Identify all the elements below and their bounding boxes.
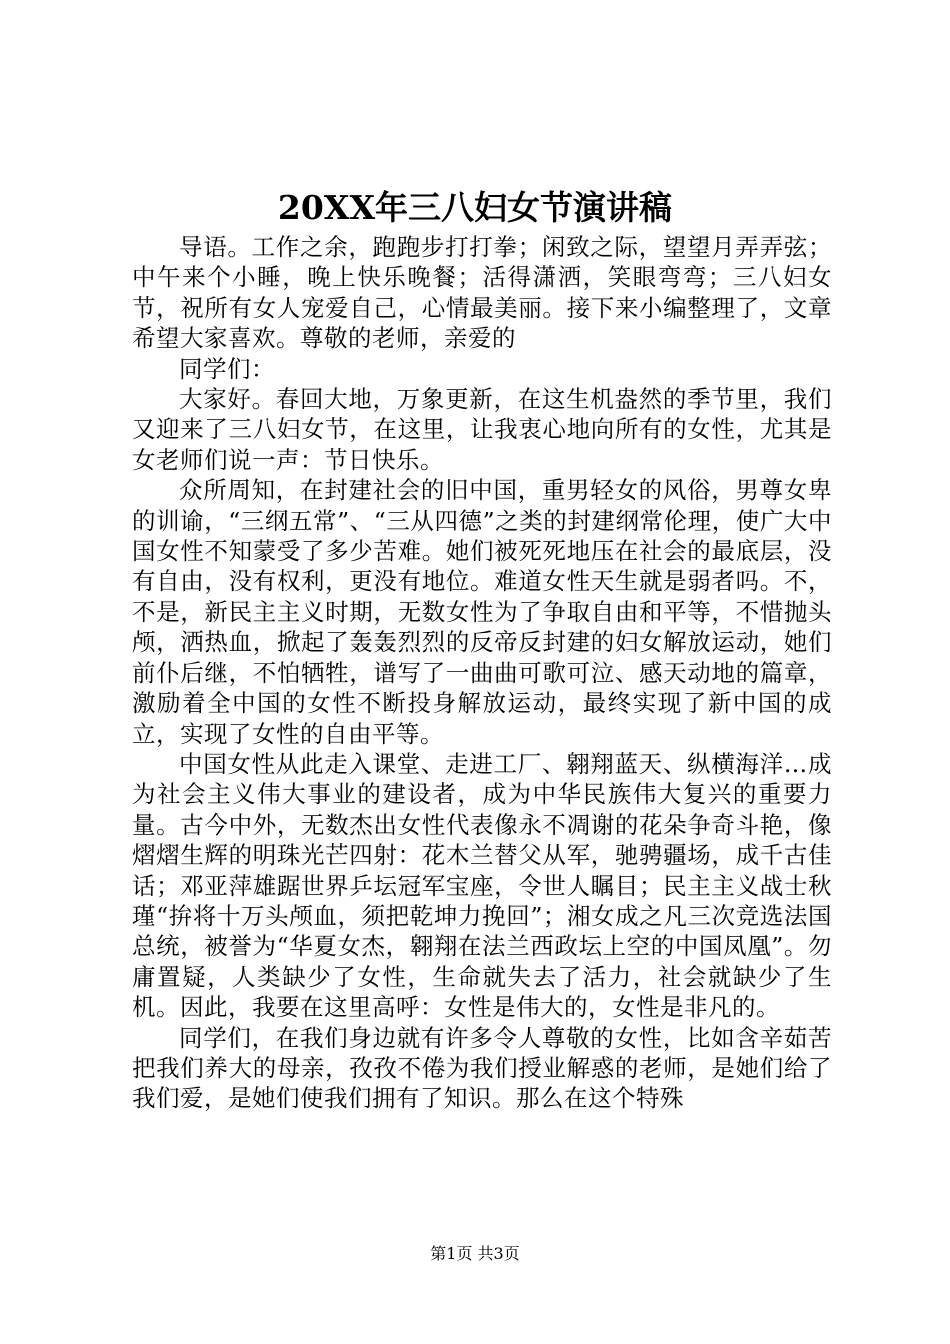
page-number-footer: 第1页 共3页: [430, 1244, 520, 1263]
document-title: 20XX年三八妇女节演讲稿: [277, 188, 673, 227]
paragraph: 导语。工作之余，跑跑步打打拳；闲致之际，望望月弄弄弦；中午来个小睡，晚上快乐晚餐；活得潇洒，笑眼弯弯；三八妇女节，祝所有女人宠爱自己，心情最美丽。接下来小编整理了，文章希望大家喜欢。尊敬的老师，亲爱的: [132, 233, 832, 353]
paragraph: 同学们，在我们身边就有许多令人尊敬的女性，比如含辛茹苦把我们养大的母亲，孜孜不倦为我们授业解惑的老师，是她们给了我们爱，是她们使我们拥有了知识。那么在这个特殊: [132, 1023, 832, 1113]
paragraph: 大家好。春回大地，万象更新，在这生机盎然的季节里，我们又迎来了三八妇女节，在这里，让我衷心地向所有的女性，尤其是女老师们说一声：节日快乐。: [132, 385, 832, 474]
document-body: [132, 232, 832, 1114]
paragraph: 中国女性从此走入课堂、走进工厂、翱翔蓝天、纵横海洋…成为社会主义伟大事业的建设者，成为中华民族伟大复兴的重要力量。古今中外，无数杰出女性代表像永不凋谢的花朵争奇斗艳，像熠熠生辉的明珠光芒四射：花木兰替父从军，驰骋疆场，成千古佳话；邓亚萍雄踞世界乒坛冠军宝座，令世人瞩目；民主主义战士秋瑾“拚将十万头颅血，须把乾坤力挽回”；湘女成之凡三次竞选法国总统，被誉为“华夏女杰，翱翔在法兰西政坛上空的中国凤凰”。勿庸置疑，人类缺少了女性，生命就失去了活力，社会就缺少了生机。因此，我要在这里高呼：女性是伟大的，女性是非凡的。: [132, 749, 832, 1022]
paragraph: 同学们：: [179, 354, 275, 383]
paragraph: 众所周知，在封建社会的旧中国，重男轻女的风俗，男尊女卑的训谕，“三纲五常”、“三从四德”之类的封建纲常伦理，使广大中国女性不知蒙受了多少苦难。她们被死死地压在社会的最底层，没有自由，没有权利，更没有地位。难道女性天生就是弱者吗。不，不是，新民主主义时期，无数女性为了争取自由和平等，不惜抛头颅，洒热血，掀起了轰轰烈烈的反帝反封建的妇女解放运动，她们前仆后继，不怕牺牲，谱写了一曲曲可歌可泣、感天动地的篇章，激励着全中国的女性不断投身解放运动，最终实现了新中国的成立，实现了女性的自由平等。: [132, 476, 832, 748]
